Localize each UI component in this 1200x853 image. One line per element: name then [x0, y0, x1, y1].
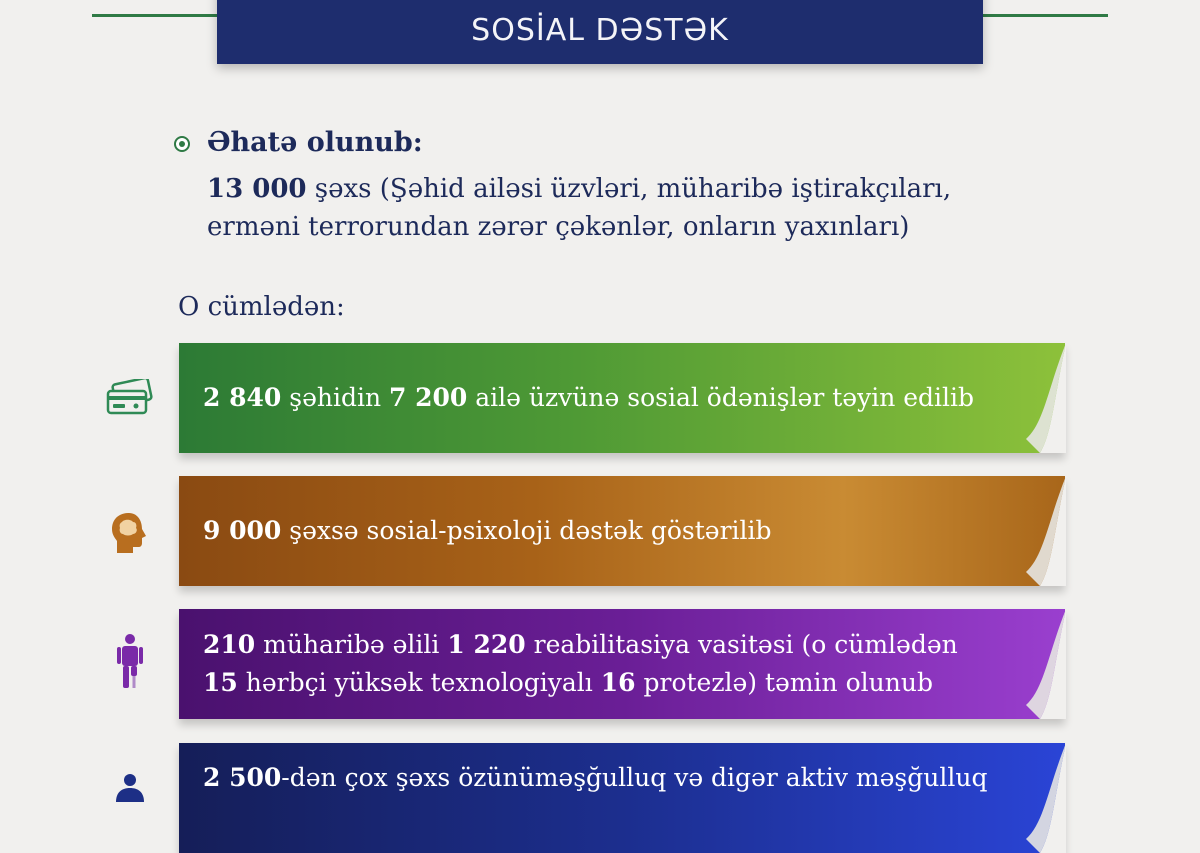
band-text-segment: müharibə əlili — [255, 630, 448, 659]
header-rule-left — [92, 14, 222, 17]
band-text — [203, 476, 995, 586]
ribbon-curl — [996, 743, 1066, 853]
band-text — [203, 743, 995, 853]
band-number: 9 000 — [203, 516, 282, 545]
band-number: 2 500 — [203, 763, 282, 792]
band-text-segment: reabilitasiya vasitəsi (o cümlədən — [525, 630, 958, 659]
band-number: 15 — [203, 668, 238, 697]
covered-description: şəxs (Şəhid ailəsi üzvləri, müharibə iştirakçıları, erməni terrorundan zərər çəkənlər, onların yaxınları) — [207, 174, 952, 242]
covered-count: 13 000 — [207, 174, 307, 204]
support-band-payments — [179, 343, 1065, 453]
ribbon-curl — [996, 476, 1066, 586]
band-number: 210 — [203, 630, 256, 659]
band-line — [203, 626, 995, 702]
worker-icon — [112, 772, 148, 802]
title-banner — [217, 0, 983, 64]
band-number: 1 220 — [447, 630, 526, 659]
band-line — [203, 759, 987, 797]
support-band-rehabilitation — [179, 609, 1065, 719]
including-label: O cümlədən: — [178, 292, 345, 322]
ribbon-curl — [996, 343, 1066, 453]
covered-text — [207, 170, 987, 246]
head-brain-icon — [109, 511, 149, 555]
band-text-segment: protezlə) təmin olunub — [635, 668, 933, 697]
support-band-psychological — [179, 476, 1065, 586]
payment-card-icon — [106, 379, 154, 417]
band-text-segment: şəhidin — [281, 383, 390, 412]
band-text-segment: şəxsə sosial-psixoloji dəstək göstərilib — [281, 516, 772, 545]
band-text-segment: -dən çox şəxs özünüməşğulluq və digər aktiv məşğulluq — [281, 763, 988, 792]
support-band-employment — [179, 743, 1065, 853]
ribbon-curl — [996, 609, 1066, 719]
bullet-icon — [174, 136, 190, 152]
covered-heading: Əhatə olunub: — [207, 127, 423, 158]
band-line — [203, 512, 772, 550]
band-text — [203, 343, 995, 453]
band-text-segment: hərbçi yüksək texnologiyalı — [237, 668, 601, 697]
band-text-segment: ailə üzvünə sosial ödənişlər təyin edilib — [467, 383, 975, 412]
band-number: 2 840 — [203, 383, 282, 412]
band-number: 7 200 — [389, 383, 468, 412]
header-rule-right — [978, 14, 1108, 17]
band-text — [203, 609, 995, 719]
band-line — [203, 379, 974, 417]
person-prosthesis-icon — [115, 633, 145, 691]
title-line-2: SOSİAL DƏSTƏK — [471, 13, 729, 48]
band-number: 16 — [600, 668, 636, 697]
